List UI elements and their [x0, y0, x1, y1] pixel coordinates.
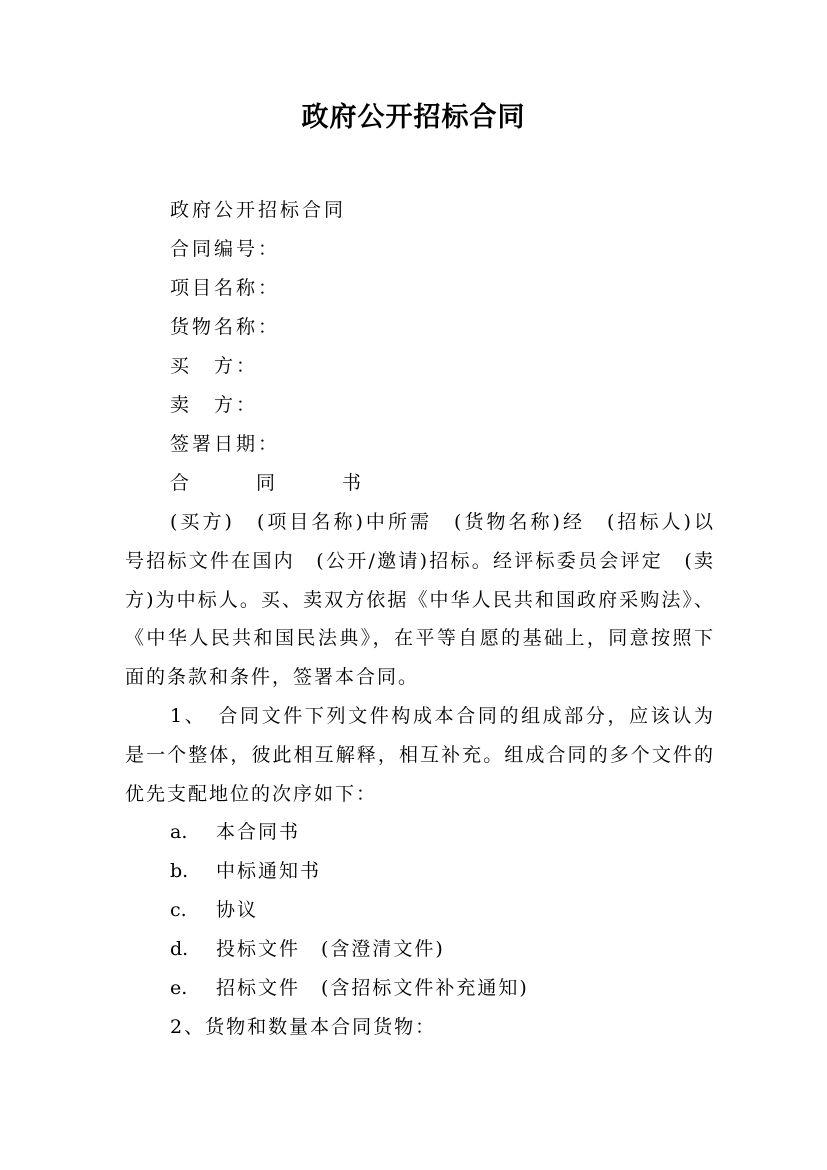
field-project-name: 项目名称：: [170, 277, 281, 299]
field-contract-number: 合同编号：: [170, 238, 281, 260]
list-item: [170, 858, 321, 884]
list-text: 投标文件 (含澄清文件): [216, 938, 445, 960]
field-contract-name: 政府公开招标合同: [170, 199, 347, 221]
list-mark: d.: [170, 938, 189, 960]
list-item: [170, 819, 300, 845]
intro-paragraph: (买方) (项目名称)中所需 (货物名称)经 (招标人)以 号招标文件在国内 (公开/邀请)招标。经评标委员会评定 (卖方)为中标人。买、卖双方依据《中华人民共和国政府采购法》、《中华人民共和国民法典》，在平等自愿的基础上，同意按照下面的条款和条件，签署本合同。: [125, 511, 737, 689]
list-item: [170, 936, 445, 962]
list-mark: e.: [170, 977, 188, 999]
section-1-paragraph: 1、 合同文件下列文件构成本合同的组成部分，应该认为是一个整体，彼此相互解释，相互补充。组成合同的多个文件的优先支配地位的次序如下：: [125, 705, 715, 805]
list-mark: b.: [170, 860, 189, 882]
contract-heading: 合 同 书: [170, 472, 386, 494]
field-goods-name: 货物名称：: [170, 316, 281, 338]
field-buyer: 买 方：: [170, 355, 259, 377]
list-text: 协议: [216, 899, 259, 921]
field-signing-date: 签署日期：: [170, 433, 281, 455]
list-mark: c.: [170, 899, 187, 921]
section-2-heading: 2、货物和数量本合同货物：: [170, 1016, 437, 1038]
list-text: 招标文件 (含招标文件补充通知): [216, 977, 529, 999]
list-item: [170, 897, 258, 923]
list-item: [170, 975, 529, 1001]
field-seller: 卖 方：: [170, 394, 259, 416]
list-mark: a.: [170, 821, 188, 843]
list-text: 本合同书: [216, 821, 301, 843]
list-text: 中标通知书: [216, 860, 322, 882]
document-title: 政府公开招标合同: [301, 102, 526, 133]
